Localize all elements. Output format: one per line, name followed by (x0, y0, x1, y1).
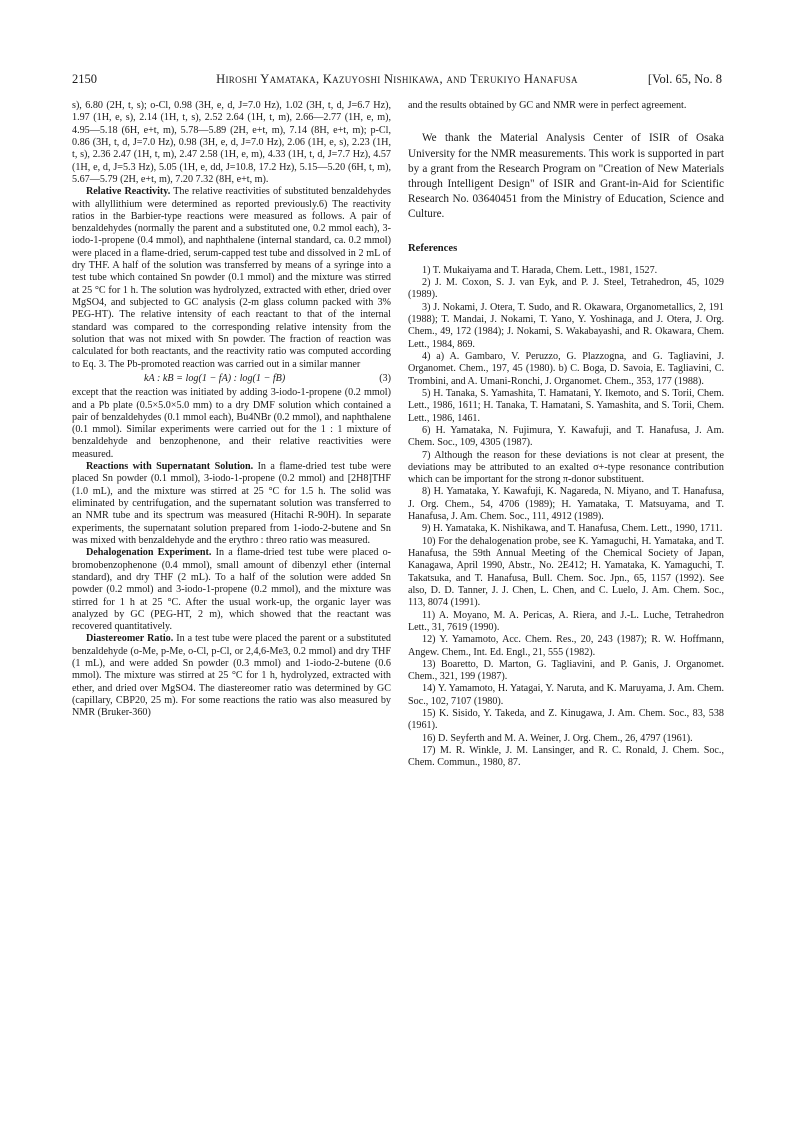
dehalogenation-text: In a flame-dried test tube were placed o-bromobenzophenone (0.4 mmol), small amount of dibenzyl ether (internal standard), and dry THF (2 mL). To a half of the solution were added Sn powder (0.2 mmol) and 3-iodo-1-propene (0.2 mmol), and the mixture was stirred for 1 h at 25 °C. After the usual work-up, the organic layer was analyzed by GC (PEG-HT, 2 m), which showed that the reactant was recovered quantitatively. (72, 547, 392, 633)
reference-item: 6) H. Yamataka, N. Fujimura, Y. Kawafuji, and T. Hanafusa, J. Am. Chem. Soc., 109, 4305 (1987). (408, 424, 724, 449)
reference-item: 12) Y. Yamamoto, Acc. Chem. Res., 20, 243 (1987); R. W. Hoffmann, Angew. Chem., Int. Ed. Engl., 21, 555 (1982). (408, 634, 724, 658)
running-header-authors: Hiroshi Yamataka, Kazuyoshi Nishikawa, and Terukiyo Hanafusa (216, 72, 578, 86)
running-header (72, 72, 722, 88)
equation-text: kA : kB = log(1 − fA) : log(1 − fB) (144, 372, 286, 384)
reference-item: 2) J. M. Coxon, S. J. van Eyk, and P. J. Steel, Tetrahedron, 45, 1029 (1989). (408, 277, 724, 301)
references-heading: References (408, 242, 458, 254)
reference-item: 16) D. Seyferth and M. A. Weiner, J. Org. Chem., 26, 4797 (1961). (422, 732, 693, 744)
reference-item: 9) H. Yamataka, K. Nishikawa, and T. Hanafusa, Chem. Lett., 1990, 1711. (422, 523, 723, 535)
reference-item: 4) a) A. Gambaro, V. Peruzzo, G. Plazzogna, and G. Tagliavini, J. Organomet. Chem., 197, 45 (1980). b) C. Boga, D. Savoia, E. Tagliavini, C. Trombini, and A. Umani-Ronchi, J. Organomet. Chem., 353, 177 (1988). (408, 351, 724, 387)
equation-number: (3) (379, 372, 391, 384)
reference-item: 15) K. Sisido, Y. Takeda, and Z. Kinugawa, J. Am. Chem. Soc., 83, 538 (1961). (408, 708, 724, 732)
left-column (72, 100, 391, 720)
reference-item: 17) M. R. Winkle, J. M. Lansinger, and R. C. Ronald, J. Chem. Soc., Chem. Commun., 1980, 87. (408, 745, 724, 769)
reference-item: 5) H. Tanaka, S. Yamashita, T. Hamatani, Y. Ikemoto, and S. Torii, Chem. Lett., 1986, 1611; H. Tanaka, T. Hamatani, S. Yamashita, and S. Torii, Chem. Lett., 1986, 1461. (408, 387, 724, 424)
reference-item: 13) Boaretto, D. Marton, G. Tagliavini, and P. Ganis, J. Organomet. Chem., 321, 199 (1987). (408, 658, 724, 683)
reference-list (408, 265, 724, 770)
reference-item: 8) H. Yamataka, Y. Kawafuji, K. Nagareda, N. Miyano, and T. Hanafusa, J. Org. Chem., 54, 4706 (1989); H. Yamataka, T. Matsuyama, and T. Hanafusa, J. Am. Chem. Soc., 111, 4912 (1989). (408, 486, 724, 523)
reference-item: 1) T. Mukaiyama and T. Harada, Chem. Lett., 1981, 1527. (422, 264, 658, 276)
reference-item: 7) Although the reason for these deviations is not clear at present, the deviations may be attributed to an exalted σ+-type resonance contribution which can be important for the strong π-donor substituent. (408, 449, 724, 486)
page-number: 2150 (72, 72, 97, 86)
relative-reactivity-paragraph (72, 186, 391, 371)
supernatant-paragraph (72, 461, 391, 547)
diastereomer-paragraph (72, 633, 391, 719)
reference-item: 11) A. Moyano, M. A. Pericas, A. Riera, and J.-L. Luche, Tetrahedron Lett., 31, 7619 (1990). (408, 609, 724, 633)
reference-item: 14) Y. Yamamoto, H. Yatagai, Y. Naruta, and K. Maruyama, J. Am. Chem. Soc., 102, 7107 (1980). (408, 683, 724, 707)
dehalogenation-paragraph (72, 547, 391, 633)
acknowledgement: We thank the Material Analysis Center of ISIR of Osaka University for the NMR measurements. This work is supported in part by a grant from the Research Program on "Creation of New Materials through Intelligent Design" of ISIR and Grant-in-Aid for Scientific Research No. 03640451 from the Ministry of Education, Science and Culture. (408, 132, 724, 221)
supernatant-text: In a flame-dried test tube were placed Sn powder (0.1 mmol), 3-iodo-1-propene (0.2 mmol) and [2H8]THF (1.0 mL), and the mixture was stirred at 25 °C for 1.5 h. The solid was eliminated by centrifugation, and the supernatant solution was transferred to an NMR tube and its spectrum was measured (Hitachi R-90H). In separate experiments, the supernatant solution prepared from 1-iodo-2-butene and Sn was mixed with benzaldehyde and the erythro : threo ratio was measured. (72, 461, 391, 546)
diastereomer-continuation: and the results obtained by GC and NMR were in perfect agreement. (408, 100, 687, 111)
diastereomer-heading: Diastereomer Ratio. (86, 633, 174, 645)
reference-item: 3) J. Nokami, J. Otera, T. Sudo, and R. Okawara, Organometallics, 2, 191 (1988); T. Mandai, J. Nokami, T. Yano, Y. Yoshinaga, and J. Otera, J. Org. Chem., 49, 172 (1984); J. Nokami, S. Wakabayashi, and R. Okawara, Chem. Lett., 1984, 869. (408, 301, 724, 350)
supernatant-heading: Reactions with Supernatant Solution. (86, 461, 254, 473)
equation-3 (72, 371, 391, 387)
right-column (408, 100, 724, 770)
reference-item: 10) For the dehalogenation probe, see K. Yamaguchi, H. Yamataka, and T. Hanafusa, the 59th Annual Meeting of the Chemical Society of Japan, Kanagawa, April 1990, Abstr., No. 2E412; H. Yamataka, K. Yamaguchi, T. Takatsuka, and T. Hanafusa, Bull. Chem. Soc. Jpn., 65, 1157 (1992). See also, D. D. Tanner, J. J. Chen, L. Chen, and C. Luelo, J. Am. Chem. Soc., 113, 8074 (1991). (408, 535, 724, 609)
relative-reactivity-heading: Relative Reactivity. (86, 186, 171, 198)
relative-reactivity-text: The relative reactivities of substituted benzaldehydes with allyllithium were determined as reported previously.6) The reactivity ratios in the Barbier-type reactions were measured as follows. A pair of benzaldehydes (normally the parent and a substituted one, 0.2 mmol each), 3-iodo-1-propene (0.4 mmol), and naphthalene (internal standard, ca. 0.2 mmol) were placed in a flame-dried, serum-capped test tube and dissolved in 2 mL of dry THF. A half of the solution was transferred by means of a syringe into a test tube which contained Sn powder (0.1 mmol) and the mixture was stirred at 25 °C for 1 h. The solution was hydrolyzed, extracted with ether, dried over MgSO4, and subjected to GC analysis (2-m glass column packed with 3% PEG-HT). The relative intensity of each reactant to that of the internal standard was compared to the corresponding relative intensity from the solution that was not mixed with Sn powder. The fraction of reaction was calculated for both reactants, and the reactivity ratio was computed according to Eq. 3. The Pb-promoted reaction was carried out in a similar manner (72, 186, 391, 370)
dehalogenation-heading: Dehalogenation Experiment. (86, 547, 212, 559)
nmr-data-continuation: s), 6.80 (2H, t, s); o-Cl, 0.98 (3H, e, d, J=7.0 Hz), 1.02 (3H, t, d, J=6.7 Hz), 1.97 (1H, e, s), 2.14 (1H, t, s), 2.52 2.64 (1H, t, m), 2.66—2.77 (1H, e, m), 4.95—5.18 (6H, e+t, m), 5.78—5.89 (2H, e+t, m), 7.14 (8H, e+t, m); p-Cl, 0.86 (3H, t, d, J=7.0 Hz), 0.98 (3H, e, d, J=7.0 Hz), 2.06 (1H, e, s), 2.23 (1H, t, s), 2.36 2.47 (1H, t, m), 2.47 2.58 (1H, e, m), 4.33 (1H, t, d, J=7.7 Hz), 4.57 (1H, e, d, J=5.3 Hz), 5.05 (1H, e, dd, J=10.8, 17.2 Hz), 5.15—5.20 (6H, t, m), 5.67—5.79 (2H, e+t, m), 7.20 7.32 (8H, e+t, m). (72, 100, 391, 185)
relative-reactivity-continuation: except that the reaction was initiated by adding 3-iodo-1-propene (0.2 mmol) and a Pb plate (0.5×5.0×5.0 mm) to a dry DMF solution which contained a pair of benzaldehydes (0.1 mmol each), Bu4NBr (0.2 mmol), and naphthalene (0.1 mmol). Similar experiments were carried out for the 1 : 1 mixture of benzaldehyde and benzophenone, and their relative reactivities were measured. (72, 387, 391, 460)
volume-issue: [Vol. 65, No. 8 (647, 72, 722, 86)
diastereomer-text: In a test tube were placed the parent or a substituted benzaldehyde (o-Me, p-Me, o-Cl, p-Cl, or 2,4,6-Me3, 0.2 mmol) and dry THF (1 mL), and were added Sn powder (0.3 mmol) and 1-iodo-2-butene (0.6 mmol). The mixture was stirred at 25 °C for 1 h, hydrolyzed, extracted with ether, and dried over MgSO4. The diastereomer ratio was determined by GC (capillary, CBP20, 25 m). For some reactions the ratio was also measured by NMR (Bruker-360) (72, 633, 391, 719)
